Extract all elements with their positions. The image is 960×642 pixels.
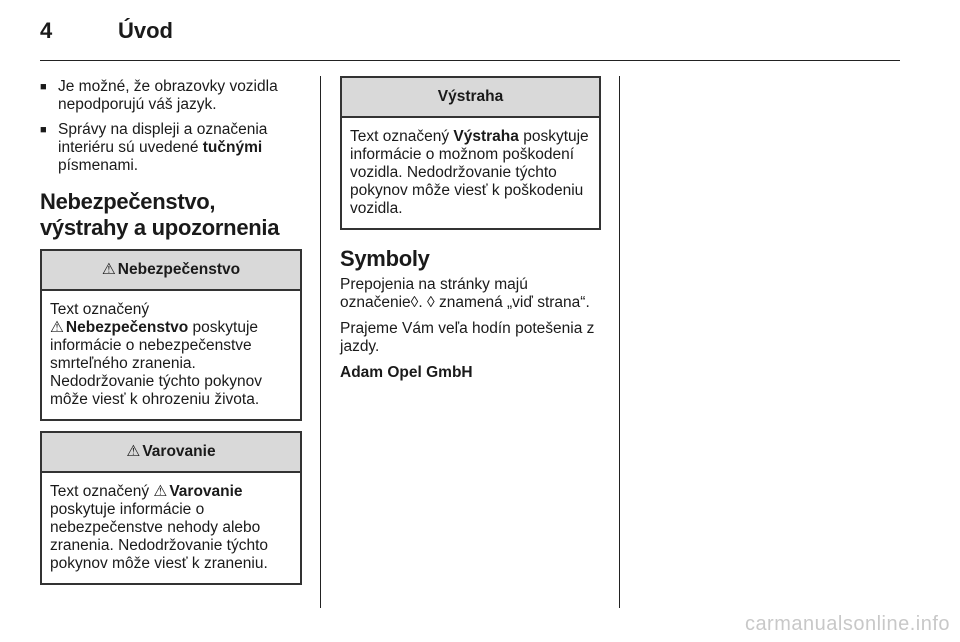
left-column (40, 76, 302, 595)
middle-column (340, 76, 601, 390)
warning-box (40, 431, 302, 585)
warning-triangle-icon: ⚠ (126, 443, 141, 460)
section-title: Nebezpečenstvo, výstrahy a upozornenia (40, 189, 280, 240)
symbols-text: Prepojenia na stránky majú označenie◊. ◊ znamená „viď strana“. (340, 276, 590, 311)
page-title: Úvod (118, 18, 173, 43)
page-reference-icon: ◊ (426, 294, 435, 311)
danger-box (40, 249, 302, 421)
page-reference-icon: ◊ (410, 294, 419, 311)
caution-box-body: Text označený Výstraha poskytuje informácie o možnom poškodení vozidla. Nedodržovanie týchto pokynov môže viesť k poškodeniu vozidla. (350, 128, 589, 217)
column-divider-left (320, 76, 321, 608)
warning-box-body: Text označený ⚠ Varovanie poskytuje informácie o nebezpečenstve nehody alebo zranenia. Nedodržovanie týchto pokynov môže viesť k zraneniu. (50, 483, 268, 572)
header-divider (40, 60, 900, 61)
closing-text: Prajeme Vám veľa hodín potešenia z jazdy. (340, 320, 595, 355)
watermark: carmanualsonline.info (744, 613, 950, 635)
caution-box-title: Výstraha (342, 78, 599, 118)
caution-box (340, 76, 601, 230)
warning-box-title: ⚠ Varovanie (42, 433, 300, 473)
danger-box-body: Text označený ⚠ Nebezpečenstvo poskytuje informácie o nebezpečenstve smrteľného zranenia. Nedodržovanie týchto pokynov môže viesť k ohrozeniu života. (50, 301, 262, 408)
warning-triangle-icon: ⚠ (50, 319, 64, 336)
warning-triangle-icon: ⚠ (153, 483, 168, 500)
page-number: 4 (40, 18, 53, 43)
bullet-item: ■ Správy na displeji a označenia interiéru sú uvedené tučnými písmenami. (40, 121, 302, 175)
danger-box-title: ⚠ Nebezpečenstvo (42, 251, 300, 291)
bullet-item: ■ Je možné, že obrazovky vozidla nepodporujú váš jazyk. (40, 78, 302, 114)
column-divider-right (619, 76, 620, 608)
warning-triangle-icon: ⚠ (101, 261, 116, 278)
signature: Adam Opel GmbH (340, 364, 473, 381)
symbols-title: Symboly (340, 246, 430, 271)
